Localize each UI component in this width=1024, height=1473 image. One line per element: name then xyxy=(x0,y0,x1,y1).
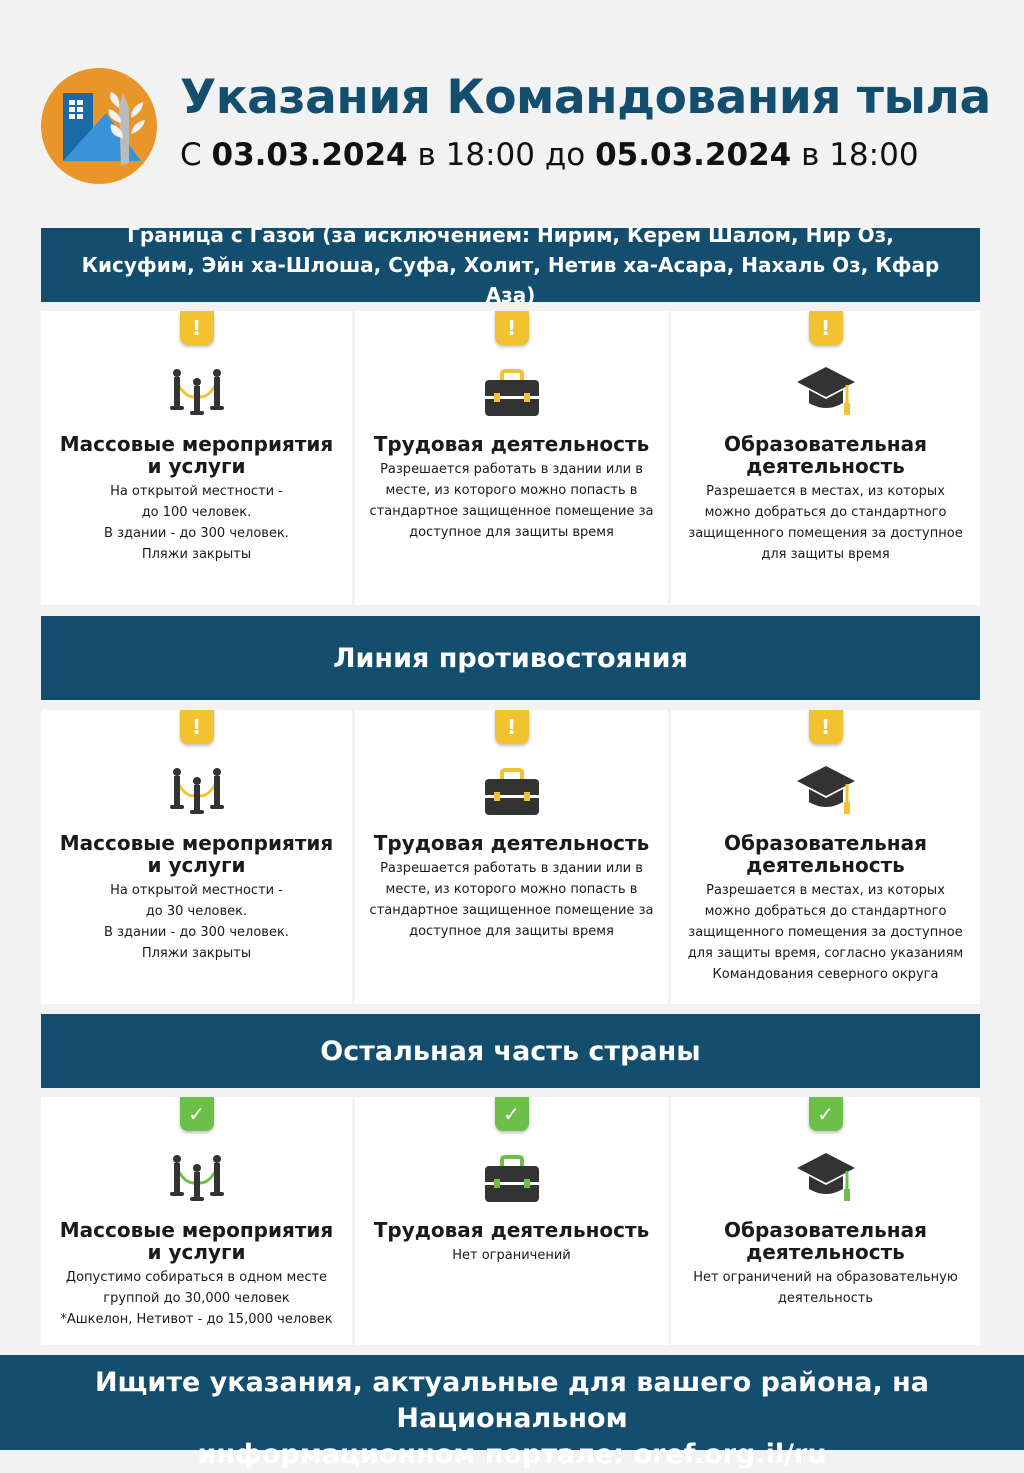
to-prefix: до xyxy=(544,137,586,173)
card-title: Массовые мероприятия и услуги xyxy=(59,831,334,877)
card-text: Разрешается работать в здании или в месте, из которого можно попасть в стандартное защищенное помещение за доступное для защиты время xyxy=(369,861,654,939)
stanchions-icon xyxy=(167,365,227,421)
check-icon: ✓ xyxy=(495,1097,529,1131)
check-icon: ✓ xyxy=(809,1097,843,1131)
restriction-card xyxy=(355,1097,668,1345)
card-title: Массовые мероприятия и услуги xyxy=(59,432,334,478)
to-time: в 18:00 xyxy=(801,137,919,173)
restriction-card xyxy=(671,710,980,1004)
restriction-card xyxy=(41,710,352,1004)
warning-icon: ! xyxy=(809,710,843,744)
card-text: Нет ограничений xyxy=(452,1248,571,1263)
card-text: Разрешается в местах, из которых можно добраться до стандартного защищенного помещения за доступное для защиты время xyxy=(688,484,963,562)
restriction-card xyxy=(355,710,668,1004)
card-text: На открытой местности - до 30 человек. В здании - до 300 человек. Пляжи закрыты xyxy=(104,883,289,961)
warning-icon: ! xyxy=(180,710,214,744)
from-prefix: С xyxy=(180,137,202,173)
card-text: На открытой местности - до 100 человек. В здании - до 300 человек. Пляжи закрыты xyxy=(104,484,289,562)
card-text: Допустимо собираться в одном месте группой до 30,000 человек *Ашкелон, Нетивот - до 15,000 человек xyxy=(60,1270,333,1327)
footer-line-1: Ищите указания, актуальные для вашего района, на Национальном xyxy=(94,1367,930,1434)
briefcase-icon xyxy=(483,764,541,820)
footer-line-2: информационном портале: oref.org.il/ru xyxy=(197,1439,827,1470)
region-cards xyxy=(41,1097,980,1345)
graduation-cap-icon xyxy=(795,1151,857,1207)
restriction-card xyxy=(671,1097,980,1345)
card-text: Нет ограничений на образовательную деятельность xyxy=(693,1270,958,1306)
region-cards xyxy=(41,311,980,605)
region-header: Линия противостояния xyxy=(41,616,980,700)
card-title: Трудовая деятельность xyxy=(373,1218,650,1242)
stanchions-icon xyxy=(167,1151,227,1207)
region-header: Граница с Газой (за исключением: Нирим, Керем Шалом, Нир Оз, Кисуфим, Эйн ха-Шлоша, Суфа, Холит, Нетив ха-Асара, Нахаль Оз, Кфар Аза) xyxy=(41,228,980,302)
stanchions-icon xyxy=(167,764,227,820)
card-title: Образовательная деятельность xyxy=(724,831,927,877)
to-date: 05.03.2024 xyxy=(595,137,792,173)
warning-icon: ! xyxy=(495,311,529,345)
card-title: Трудовая деятельность xyxy=(373,432,650,456)
region-header: Остальная часть страны xyxy=(41,1014,980,1088)
home-front-command-logo xyxy=(41,68,157,184)
card-title: Трудовая деятельность xyxy=(373,831,650,855)
check-icon: ✓ xyxy=(180,1097,214,1131)
page-title: Указания Командования тыла xyxy=(180,70,991,125)
graduation-cap-icon xyxy=(795,365,857,421)
date-range xyxy=(180,137,919,173)
card-title: Образовательная деятельность xyxy=(724,1218,927,1264)
warning-icon: ! xyxy=(809,311,843,345)
from-date: 03.03.2024 xyxy=(211,137,408,173)
warning-icon: ! xyxy=(180,311,214,345)
restriction-card xyxy=(41,1097,352,1345)
graduation-cap-icon xyxy=(795,764,857,820)
briefcase-icon xyxy=(483,1151,541,1207)
card-title: Массовые мероприятия и услуги xyxy=(59,1218,334,1264)
region-cards xyxy=(41,710,980,1004)
restriction-card xyxy=(41,311,352,605)
card-text: Разрешается в местах, из которых можно добраться до стандартного защищенного помещения за доступное для защиты время, согласно указаниям Командования северного округа xyxy=(687,883,964,982)
restriction-card xyxy=(355,311,668,605)
footer-banner xyxy=(0,1355,1024,1470)
card-text: Разрешается работать в здании или в месте, из которого можно попасть в стандартное защищенное помещение за доступное для защиты время xyxy=(369,462,654,540)
restriction-card xyxy=(671,311,980,605)
from-time: в 18:00 xyxy=(417,137,535,173)
briefcase-icon xyxy=(483,365,541,421)
warning-icon: ! xyxy=(495,710,529,744)
card-title: Образовательная деятельность xyxy=(724,432,927,478)
